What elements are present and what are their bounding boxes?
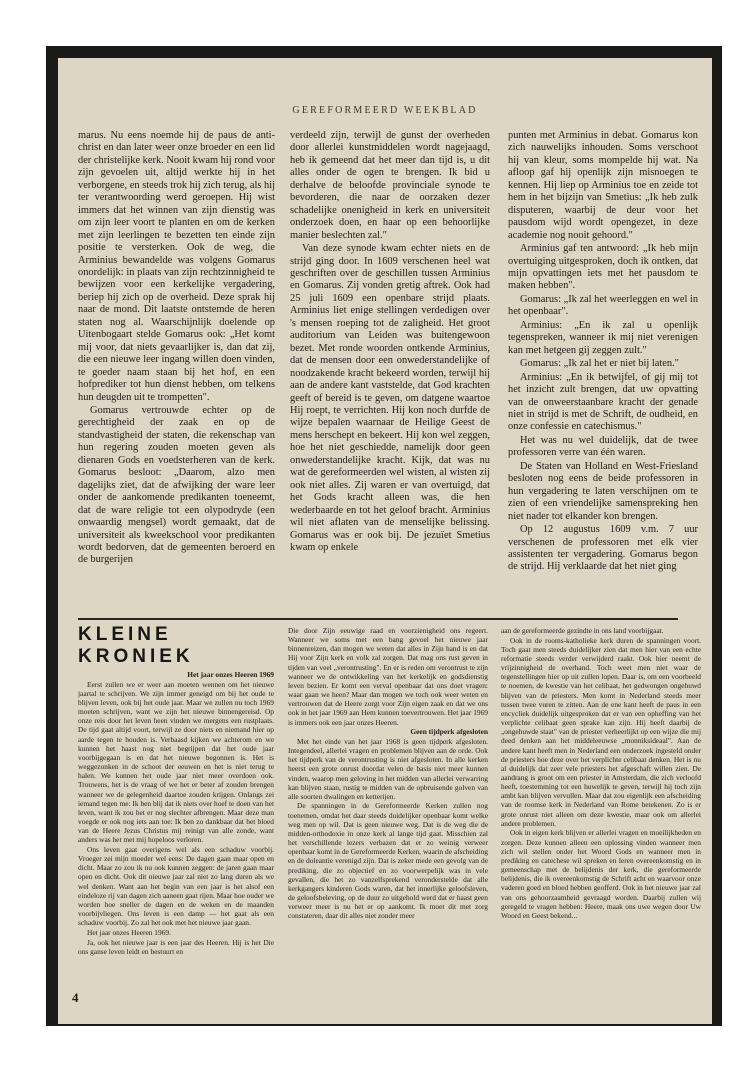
article-paragraph: marus. Nu eens noemde hij de paus de anti-christ en dan later weer onze broeder en een lid der christelijke kerk. Nooit kwam hij rond voor zijn gevoelen uit, altijd werkte hij in het verborgene, en steeds trok hij zich terug, als hij ter verantwoording werd geroepen. Hij wist immers dat het winnen van zijn dienstig was om zijn leer voort te planten en om de kerken met zijn leerlingen te bezetten ten einde zijn positie te versterken. Ook de weg, die Arminius bewandelde was volgens Gomarus onordelijk: in plaats van zijn rechtzinnigheid te bewijzen voor een kerkelijke vergadering, beriep hij zich op de overheid. Deze sprak hij naar de mond. Dit laatste ontstemde de heren staten nog al. Waarschijnlijk doelende op Uitenbogaart stelde Gomarus ook: „Het komt mij voor, dat niets gevaarlijker is, dan dat zij, die een nieuwe leer ingang willen doen vinden, te goeder naam staan bij het hof, en een hofprediker tot hun dienst hebben, om telkens hun deugden uit te trompetten". [78, 130, 275, 403]
article-paragraph: Arminius gaf ten antwoord: „Ik heb mijn overtuiging uitgesproken, doch ik ontken, dat mijn opvattingen iets met het pausdom te maken hebben". [508, 243, 698, 292]
article-column-3 [508, 130, 698, 612]
running-head: GEREFORMEERD WEEKBLAD [292, 105, 478, 116]
article-paragraph: Gomarus vertrouwde echter op de gerechtigheid der zaak en op de standvastigheid der staten, die rekenschap van hun regering zouden moeten geven als dienaren Gods en voedsterheren van de kerk. Gomarus besloot: „Daarom, alzo men dagelijks ziet, dat de afwijking der ware leer onder de aankomende predikanten toeneemt, dat de ware religie tot een olypodryde (een onwaardig mengsel) wordt gemaakt, dat de universiteit als kweekschool voor predikanten wordt bedorven, dat de gemeenten beroerd en de burgerijen [78, 404, 275, 566]
article-paragraph: Arminius: „En ik zal u openlijk tegenspreken, wanneer ik mij niet verenigen kan met hetgeen gij zeggen zult." [508, 319, 698, 356]
kroniek-paragraph: aan de gereformeerde gezindte in ons land voorbijgaat. [501, 626, 664, 635]
article-paragraph: Gomarus: „Ik zal het weerleggen en wel in het openbaar". [508, 293, 698, 318]
article-paragraph: Gomarus: „Ik zal het er niet bij laten." [520, 358, 679, 370]
article-paragraph: Op 12 augustus 1609 v.m. 7 uur verschenen de professoren met elk vier assistenten ter vergadering. Gomarus begon de strijd. Hij verklaarde dat het niet ging [508, 524, 698, 573]
newspaper-page [58, 58, 712, 1024]
article-paragraph: Het was nu wel duidelijk, dat de twee professoren verre van één waren. [508, 434, 698, 459]
kroniek-paragraph: Ook in de rooms-katholieke kerk duren de spanningen voort. Toch gaat men steeds duidelijker zien dat men hier van een echte reformatie steeds verder verwijderd raakt. Ook hier neemt de vrijzinnigheid de overhand. Toch weet men niet waar de tegenstellingen hier op uit zullen lopen. Daar is, om een voorbeeld te noemen, de kwestie van het celibaat, het gedwongen ongehuwd blijven van de priesters. Men komt in Nederland steeds meer tussen twee vuren te zitten. Aan de ene kant heeft de paus in een encycliek duidelijk uitgesproken dat er van een opheffing van het verplichte celibaat geen sprake kan zijn. Hij heeft daarbij de „ongehuwde staat" van de priester verheerlijkt op een wijze die mij deed denken aan het middeleeuwse „monniksideaal". Aan de andere kant heeft men in Nederland een onderzoek ingesteld onder de priesters hoe deze over het verplichte celibaat denken. Het is nu al duidelijk dat zeer vele priesters het afgeschaft willen zien. De aandrang is groot om een priester in Amsterdam, die zich verloofd heeft, toestemming tot een huwelijk te geven, terwijl hij toch zijn ambt kan blijven vervullen. Maar dat zou eigenlijk een afscheiding van de roomse kerk in Nederland van Rome betekenen. Zo is er grote onrust niet alleen om deze kwestie, maar ook om allerlei andere problemen. [501, 635, 701, 828]
article-column-1 [78, 130, 275, 612]
kroniek-subhead: Het jaar onzes Heeren 1969 [187, 670, 274, 679]
article-column-2 [290, 130, 490, 612]
kroniek-title: KLEINE KRONIEK [78, 624, 194, 667]
kroniek-paragraph: Eerst zullen we er weer aan moeten wennen om het nieuwe jaartal te schrijven. We zijn immer geneigd om bij het oude te blijven leven, ook bij het oude jaar. Maar we zullen nu toch 1969 moeten schrijven, want we zijn het nieuwe binnengereisd. Op onze reis door het leven heen vinden we mergens een rustplaats. De tijd gaat altijd voort, terwijl ze door niets en niemand hier op aarde tegen te houden is. Verbaasd kijken we achterom en we kunnen het haast nog niet begrijpen dat het oude jaar voorbijgegaan is en dat het nieuwe begonnen is. Het is weggezonken in de schoot der eeuwen en het is niet terug te halen. We kunnen het oude jaar niet meer overdoen ook. Trouwens, het is de vraag of we het er beter af zouden brengen wanneer we de gelegenheid daartoe zouden krijgen. Onlangs zei iemand tegen me: Ik ben blij dat ik niets over hoef te doen van het leven, want ik zou het er nog slechter afbrengen. Maar deze man voegde er ook nog iets aan toe: Ik ben zo dankbaar dat het bloed van de Heere Jezus Christus mij reinigt van alle zonde, want anders was het met mij hopeloos verloren. [78, 679, 274, 845]
article-paragraph: De Staten van Holland en West-Friesland besloten nog eens de beide professoren in hun vergadering te laten verschijnen om te zien of een vriendelijke samenspreking hen niet nader tot elkander kon brengen. [508, 460, 698, 522]
article-paragraph: punten met Arminius in debat. Gomarus kon zich nauwelijks inhouden. Soms verschoot hij van kleur, soms mompelde hij wat. Na afloop gaf hij openlijk zijn misnoegen te kennen. Hij liep op Arminius toe en zeide tot hem in het bijzijn van Smetius: „Ik heb zulk disputeren, waarbij de deur voor het pausdom wijd wordt opengezet, in deze academie nog nooit gehoord." [508, 130, 698, 241]
kroniek-paragraph: Die door Zijn eeuwige raad en voorzienigheid ons regeert. Wanneer we soms met een bang gevoel het nieuwe jaar binnenreizen, dan mogen we weten dat alles in Zijn hand is en dat Hij voor Zijn kerk en volk zal zorgen. Dat mag ons rust geven in tijden van veel „verontrusting". En er is reden om verontrust te zijn wanneer we de ontwikkeling van het kerkelijk en godsdienstig leven bezien. Er komt een verval openbaar dat ons doet vragen: waar gaan we heen? Maar dan mogen we toch ook weer weten en vertrouwen dat de Heere zorgt voor Zijn eigen zaak en dat we ons ook in het jaar 1969 aan Hem kunnen toevertrouwen. Het jaar 1969 is immers ook een jaar onzes Heeren. [288, 626, 488, 727]
article-paragraph: Arminius: „En ik betwijfel, of gij mij tot het inzicht zult brengen, dat uw opvatting van de onweerstaanbare kracht der genade niet in strijd is met de Schrift, de oudheid, en onze confessie en catechismus." [508, 371, 698, 433]
page-number: 4 [72, 990, 79, 1005]
article-paragraph: Van deze synode kwam echter niets en de strijd ging door. In 1609 verschenen heel wat geschriften over de geschillen tussen Arminius en Gomarus. Zij vonden gretig aftrek. Ook had 25 juli 1609 een openbare strijd plaats. Arminius liet enige stellingen verdedigen over 's mensen roeping tot de zaligheid. Het groot auditorium van Leiden was buitengewoon bezet. Met ronde woorden ontkende Arminius, dat de mensen door een onwederstandelijke of noodzakende kracht bekeerd worden, terwijl hij aan de andere kant vaststelde, dat God krachten geeft of bereid is te geven, om datgene waartoe Hij roept, te verrichten. Hij kon noch durfde de wijze bepalen waarnaar de Heilige Geest de mens herschept en bekeert. Hij kon wel zeggen, hoe het niet geschiedde, namelijk door geen onwederstandelijke kracht. Kijk, dat was nu wat de gereformeerden wel wisten, al wisten zij ook niet alles. Zij waren er van overtuigd, dat het Gods kracht alleen was, die hen wederbaarde en tot het geloof bracht. Arminius wil niet aflaten van de menselijke belissing. Gomarus was er ook bij. De jezuïet Smetius kwam op enkele [290, 243, 490, 553]
kroniek-paragraph: Ook in eigen kerk blijven er allerlei vragen en moeilijkheden en zorgen. Deze kunnen alleen een oplossing vinden wanneer men zich wil stellen onder het Woord Gods en wanneer men in prediking en catechese wil spreken en leren overeenkomstig en in gemeenschap met de belijdenis der kerk, die gereformeerde belijdenis, die ik overeenkomstig de Schrift acht en waarvoor onze vaderen goed en bloed hebben geofferd. Ook in het nieuwe jaar zal van ons gehoorzaamheid gevraagd worden. Daarbij zullen wij geregeld te vragen hebben: Heere, maak ons uwe wegen door Uw Woord en Geest bekend... [501, 828, 701, 920]
kroniek-column-3 [501, 626, 701, 980]
kroniek-paragraph: Met het einde van het jaar 1968 is geen tijdperk afgesloten. Integendeel, allerlei vragen en problemen blijven aan de orde. Ook het tijdperk van de verontrusting is niet afgesloten. In alle kerken heerst een grote onrust doordat velen de basis niet meer kunnen vinden, waarop men geloving in het midden van allerlei verwarring kan blijven staan, rustig te midden van de opbruisende golven van alle soorten dwalingen en ketterijen. [288, 736, 488, 801]
kroniek-paragraph: Het jaar onzes Heeren 1969. [87, 927, 171, 937]
kroniek-subhead-2: Geen tijdperk afgesloten [410, 727, 488, 737]
kroniek-paragraph: Ons leven gaat overigens wel als een schaduw voorbij. Vroeger zei mijn moeder wel eens: De dagen gaan maar open en dicht. Maar zo zou ik nu ook kunnen zeggen: de jaren gaan maar open en dicht. Ook dit nieuwe jaar zal niet zo lang duren als we wel denken. Want aan het begin van een jaar is het alsof een eindeloze rij van dagen zich aaneen gaat rijen. Maar hoe ouder we worden hoe sneller de dagen en de weken en de maanden voorbijvliegen. Ons leven is een damp — het gaat als een schaduw voorbij. Zo zal het ook met het nieuwe jaar gaan. [78, 844, 274, 928]
article-paragraph: verdeeld zijn, terwijl de gunst der overheden door allerlei kunstmiddelen wordt nagejaagd, heb ik gemeend dat het meer dan tijd is, u dit alles onder de ogen te brengen. Ik bid u derhalve de beloofde provinciale synode te bevorderen, die naar de oorzaken dezer schadelijke onenigheid in kerk en universiteit onderzoek doen, en haar op een behoorlijke manier beslechten zal." [290, 130, 490, 241]
kroniek-paragraph: Ja, ook het nieuwe jaar is een jaar des Heeren. Hij is het Die ons ganse leven leidt en bestuurt en [78, 937, 274, 956]
kroniek-column-2 [288, 626, 488, 980]
kroniek-paragraph: De spanningen in de Gereformeerde Kerken zullen nog toenemen, omdat het daar steeds duidelijker openbaar komt welke weg men op wil. Dat is geen nieuwe weg. Dat is de weg die de midden-orthodoxie in onze kerk al lange tijd gaat. Misschien zal het verschillende lezers verbazen dat er zo weinig verweer openbaar komt in de Gereformeerde Kerken, waarin de afscheiding en de doleantie verenigd zijn. Dat is zeker mede een gevolg van de prediking, die zo objectief en zo voorwerpelijk was in vele gevallen, die het zo vanzelfsprekend veronderstelde dat alle kerkgangers kinderen Gods waren, dat het innerlijke geloofsleven, de geloofsbeleving, op de duur zo uitgehold werd dat er haast geen verweer meer is nu het er op aankomt. Ik moet dit met zorg constateren, daar dit alles niet zonder meer [288, 801, 488, 921]
kroniek-column-1 [78, 624, 274, 980]
section-divider [78, 618, 678, 620]
